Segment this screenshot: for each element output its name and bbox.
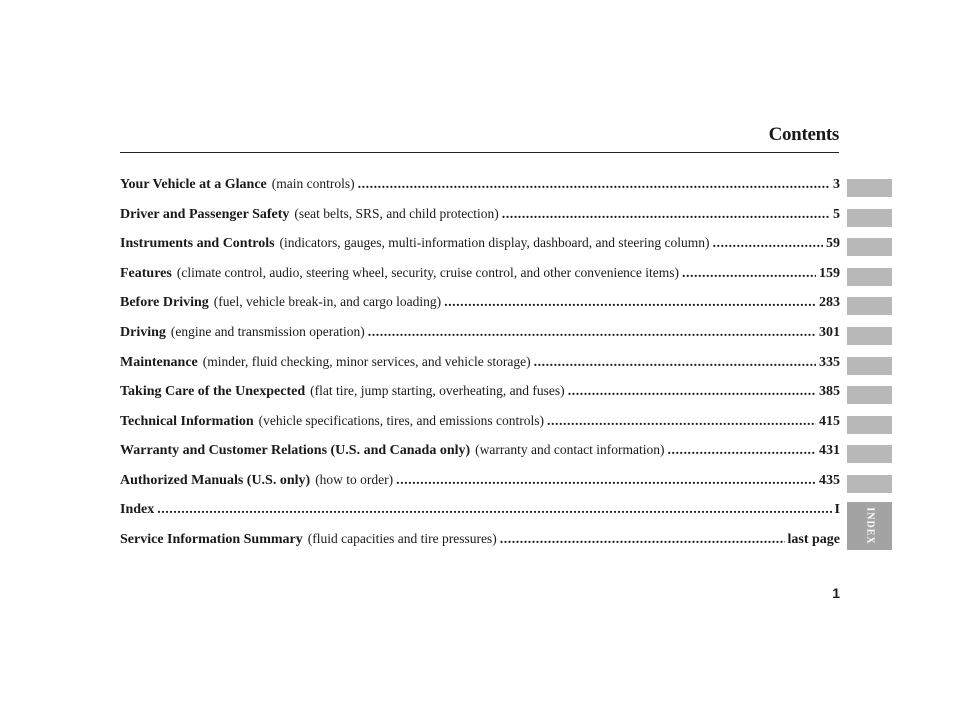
- toc-entry-title[interactable]: Driving: [120, 324, 166, 340]
- toc-entry-page[interactable]: 5: [833, 206, 840, 222]
- index-tab[interactable]: [847, 502, 892, 550]
- toc-entry-page[interactable]: 431: [819, 443, 840, 459]
- section-tab[interactable]: [847, 327, 892, 345]
- leader-dots: [502, 207, 830, 223]
- toc-entry[interactable]: [120, 502, 840, 532]
- toc-entry-description: (climate control, audio, steering wheel, security, cruise control, and other convenience items): [176, 264, 680, 280]
- toc-entry-description: (warranty and contact information): [475, 442, 665, 458]
- toc-entry-title[interactable]: Driver and Passenger Safety: [120, 206, 290, 222]
- toc-entry-description: (indicators, gauges, multi-information display, dashboard, and steering column): [279, 235, 710, 251]
- index-tab-label: INDEX: [864, 506, 875, 545]
- toc-entry-description: (minder, fluid checking, minor services, and vehicle storage): [202, 353, 531, 369]
- leader-dots: [712, 236, 823, 252]
- section-tab[interactable]: [847, 386, 892, 404]
- section-tab[interactable]: [847, 445, 892, 463]
- toc-entry-title[interactable]: Index: [120, 501, 155, 517]
- toc-entry-title[interactable]: Features: [120, 265, 172, 281]
- leader-dots: [396, 473, 816, 489]
- toc-entry[interactable]: [120, 442, 840, 472]
- toc-entry-page[interactable]: 283: [819, 295, 840, 311]
- toc-entry[interactable]: [120, 413, 840, 443]
- toc-entry-title[interactable]: Before Driving: [120, 295, 209, 311]
- toc-entry-page[interactable]: 3: [833, 177, 840, 192]
- toc-entry-description: (flat tire, jump starting, overheating, and fuses): [310, 383, 565, 399]
- section-tab[interactable]: [847, 297, 892, 315]
- section-tab[interactable]: [847, 179, 892, 197]
- toc-entry-page[interactable]: 301: [819, 324, 840, 340]
- toc-entry[interactable]: [120, 206, 840, 236]
- toc-entry-title[interactable]: Technical Information: [120, 413, 254, 429]
- toc-entry-description: (main controls): [271, 176, 355, 191]
- leader-dots: [568, 384, 816, 400]
- section-tab[interactable]: [847, 209, 892, 227]
- toc-entry-description: (seat belts, SRS, and child protection): [294, 205, 499, 221]
- page-number: 1: [832, 585, 840, 601]
- toc-entry[interactable]: [120, 176, 840, 206]
- toc-entry-page[interactable]: last page: [787, 532, 840, 548]
- toc-entry-description: (vehicle specifications, tires, and emissions controls): [258, 412, 544, 428]
- section-tab[interactable]: [847, 475, 892, 493]
- toc-entry-title[interactable]: Your Vehicle at a Glance: [120, 177, 267, 192]
- toc-entry-page[interactable]: 415: [819, 413, 840, 429]
- toc-entry[interactable]: [120, 265, 840, 295]
- leader-dots: [547, 414, 816, 430]
- leader-dots: [358, 177, 830, 193]
- leader-dots: [534, 355, 816, 371]
- toc-entry-page[interactable]: 435: [819, 472, 840, 488]
- toc-entry-page[interactable]: 159: [819, 265, 840, 281]
- page-title: Contents: [768, 124, 839, 145]
- table-of-contents: [120, 176, 840, 561]
- title-rule: [120, 152, 839, 153]
- toc-entry-page[interactable]: 335: [819, 354, 840, 370]
- section-tab[interactable]: [847, 238, 892, 256]
- section-tabs: [847, 179, 892, 561]
- toc-entry-description: (how to order): [315, 471, 394, 487]
- toc-entry-description: (engine and transmission operation): [170, 323, 365, 339]
- toc-entry-page[interactable]: 385: [819, 384, 840, 400]
- leader-dots: [444, 295, 816, 311]
- toc-entry-title[interactable]: Authorized Manuals (U.S. only): [120, 472, 311, 488]
- leader-dots: [368, 325, 816, 341]
- toc-entry[interactable]: [120, 383, 840, 413]
- toc-entry-description: (fuel, vehicle break-in, and cargo loading): [213, 294, 442, 310]
- leader-dots: [157, 502, 831, 518]
- section-tab[interactable]: [847, 268, 892, 286]
- leader-dots: [682, 266, 816, 282]
- toc-entry[interactable]: [120, 294, 840, 324]
- toc-entry-page[interactable]: 59: [826, 236, 840, 252]
- section-tab[interactable]: [847, 416, 892, 434]
- toc-entry[interactable]: [120, 531, 840, 561]
- toc-entry-description: (fluid capacities and tire pressures): [307, 531, 497, 547]
- toc-entry-title[interactable]: Maintenance: [120, 354, 198, 370]
- leader-dots: [500, 532, 785, 548]
- section-tab[interactable]: [847, 357, 892, 375]
- toc-entry-title[interactable]: Service Information Summary: [120, 532, 303, 548]
- toc-entry[interactable]: [120, 472, 840, 502]
- toc-entry-title[interactable]: Taking Care of the Unexpected: [120, 384, 306, 400]
- toc-entry[interactable]: [120, 324, 840, 354]
- toc-entry-title[interactable]: Instruments and Controls: [120, 236, 275, 252]
- toc-entry-page[interactable]: I: [834, 501, 840, 517]
- toc-entry-title[interactable]: Warranty and Customer Relations (U.S. and Canada only): [120, 443, 471, 459]
- toc-entry[interactable]: [120, 235, 840, 265]
- toc-entry[interactable]: [120, 354, 840, 384]
- leader-dots: [667, 443, 816, 459]
